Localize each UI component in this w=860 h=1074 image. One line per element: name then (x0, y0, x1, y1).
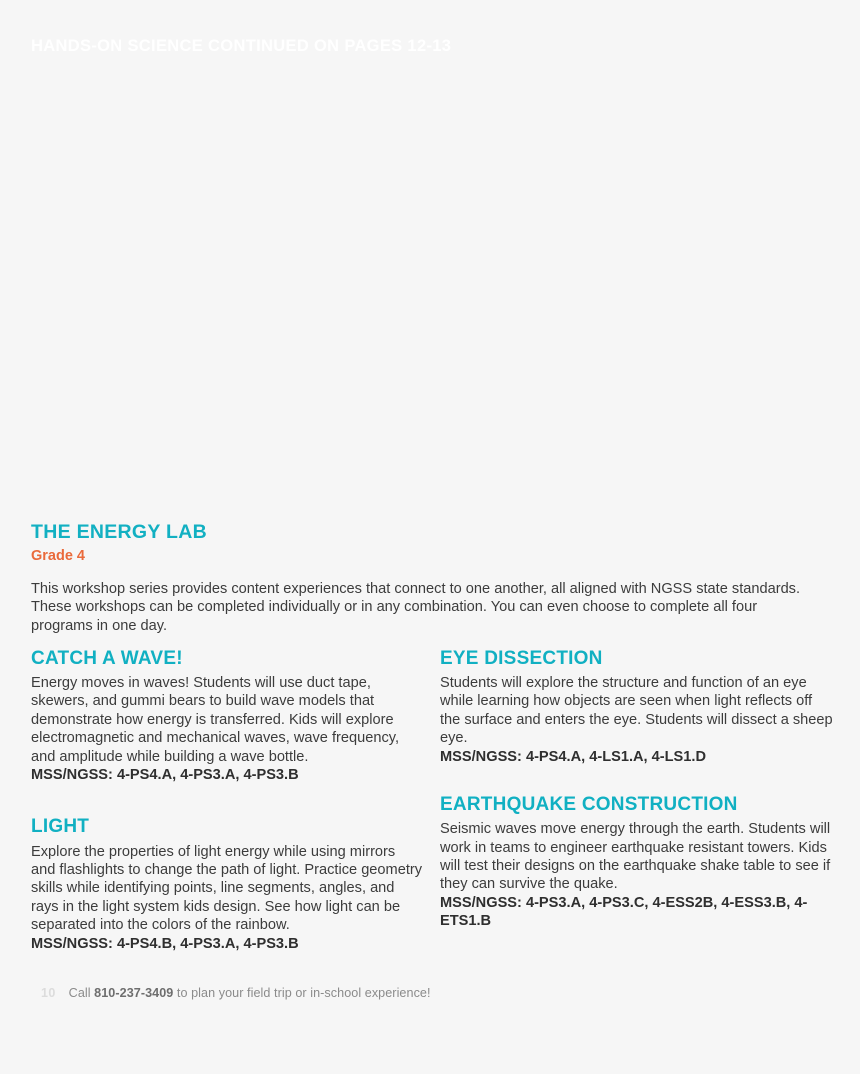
program-description: Students will explore the structure and function of an eye while learning how objects are seen when light reflects off the surface and enters the eye. Students will dissect a sheep eye. (440, 675, 833, 747)
photo-region (0, 85, 860, 510)
program-title: EYE DISSECTION (440, 648, 603, 669)
page-footer (41, 986, 431, 1000)
program-eye-dissection (440, 648, 836, 766)
program-earthquake-construction (440, 794, 836, 930)
program-title: LIGHT (31, 816, 90, 838)
page-number: 10 (41, 986, 56, 1000)
lab-description: This workshop series provides content experiences that connect to one another, all aligned with NGSS state standards. These workshops can be completed individually or in any combination. You can even choose to complete all four programs in one day. (31, 581, 801, 634)
program-standards: MSS/NGSS: 4-PS3.A, 4-PS3.C, 4-ESS2B, 4-ESS3.B, 4-ETS1.B (440, 894, 808, 930)
footer-phone-number[interactable]: 810-237-3409 (94, 986, 174, 1000)
program-title: CATCH A WAVE! (31, 648, 183, 669)
program-description: Energy moves in waves! Students will use duct tape, skewers, and gummi bears to build wave models that demonstrate how energy is transferred. Kids will explore electromagnetic and mechanical waves, wave frequency, and amplitude while building a wave bottle. (31, 675, 400, 765)
program-catch-a-wave (31, 648, 423, 784)
lab-intro-block (31, 521, 831, 635)
program-standards: MSS/NGSS: 4-PS4.A, 4-LS1.A, 4-LS1.D (440, 748, 706, 765)
footer-call-prefix: Call (68, 986, 95, 1000)
continued-banner: HANDS-ON SCIENCE CONTINUED ON PAGES 12-13 (31, 37, 452, 55)
program-column-left (31, 648, 423, 953)
program-description: Explore the properties of light energy while using mirrors and flashlights to change the path of light. Practice geometry skills while identifying points, line segments, angles, and rays in the light system kids design. See how light can be separated into the colors of the rainbow. (31, 843, 423, 934)
program-column-right (440, 648, 836, 931)
program-light (31, 816, 423, 952)
program-standards: MSS/NGSS: 4-PS4.B, 4-PS3.A, 4-PS3.B (31, 935, 299, 952)
program-description: Seismic waves move energy through the earth. Students will work in teams to engineer earthquake resistant towers. Kids will test their designs on the earthquake shake table to see if they can survive the quake. (440, 821, 831, 893)
grade-label: Grade 4 (31, 547, 85, 564)
page-title: THE ENERGY LAB (31, 521, 208, 543)
footer-call-suffix: to plan your field trip or in-school experience! (173, 986, 431, 1000)
program-standards: MSS/NGSS: 4-PS4.A, 4-PS3.A, 4-PS3.B (31, 767, 299, 784)
program-title: EARTHQUAKE CONSTRUCTION (440, 794, 738, 816)
footer-call-to-action (69, 986, 431, 1000)
